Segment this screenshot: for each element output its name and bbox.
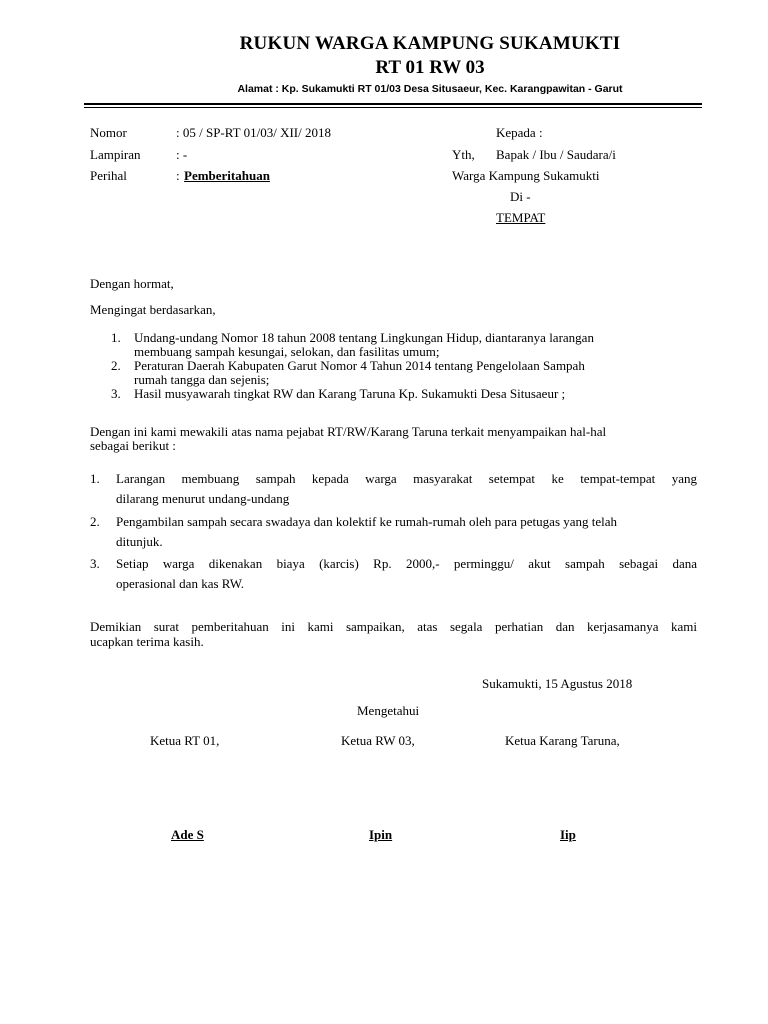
nomor-value: : 05 / SP-RT 01/03/ XII/ 2018 [176,125,331,140]
place-date: Sukamukti, 15 Agustus 2018 [482,676,633,691]
point-line: dilarang menurut undang-undang [116,491,290,506]
reference-line: Peraturan Daerah Kabupaten Garut Nomor 4 Tahun 2014 tentang Pengelolaan Sampah [134,358,585,373]
role-rt: Ketua RT 01, [150,733,220,748]
header-rule-thick [84,103,702,105]
recipient-di: Di - [510,189,531,204]
role-rw: Ketua RW 03, [341,733,415,748]
intro-line: Dengan ini kami mewakili atas nama pejabat RT/RW/Karang Taruna terkait menyampaikan hal-hal [90,424,607,439]
signature-name-rt: Ade S [171,827,204,842]
point-line: Larangan membuang sampah kepada warga masyarakat setempat ke tempat-tempat yang [116,471,697,486]
recipient-name: Bapak / Ibu / Saudara/i [496,147,616,162]
reference-num: 3. [111,386,121,401]
yth-label: Yth, [452,147,475,162]
reference-line: Undang-undang Nomor 18 tahun 2008 tentang Lingkungan Hidup, diantaranya larangan [134,330,594,345]
reference-line: Hasil musyawarah tingkat RW dan Karang Taruna Kp. Sukamukti Desa Situsaeur ; [134,386,566,401]
signature-name-rw: Ipin [369,827,393,842]
point-line: ditunjuk. [116,534,163,549]
recipient-group: Warga Kampung Sukamukti [452,168,600,183]
closing-line: ucapkan terima kasih. [90,634,204,649]
header-rule-thin [84,107,702,108]
reference-num: 1. [111,330,121,345]
role-karang-taruna: Ketua Karang Taruna, [505,733,620,748]
org-unit: RT 01 RW 03 [375,57,485,78]
signature-name-karang-taruna: Iip [560,827,576,842]
point-num: 3. [90,556,100,571]
perihal-colon: : [176,168,180,183]
point-line: Setiap warga dikenakan biaya (karcis) Rp. 2000,- perminggu/ akut sampah sebagai dana [116,556,697,571]
point-line: Pengambilan sampah secara swadaya dan kolektif ke rumah-rumah oleh para petugas yang telah [116,514,618,529]
lampiran-label: Lampiran [90,147,141,162]
recipient-tempat: TEMPAT [496,210,546,225]
point-line: operasional dan kas RW. [116,576,245,591]
closing-line: Demikian surat pemberitahuan ini kami sampaikan, atas segala perhatian dan kerjasamanya kami [90,619,697,634]
perihal-label: Perihal [90,168,127,183]
org-name: RUKUN WARGA KAMPUNG SUKAMUKTI [239,33,621,54]
considering: Mengingat berdasarkan, [90,302,216,317]
reference-line: rumah tangga dan sejenis; [134,372,270,387]
mengetahui-label: Mengetahui [357,703,420,718]
reference-num: 2. [111,358,121,373]
reference-line: membuang sampah kesungai, selokan, dan fasilitas umum; [134,344,440,359]
perihal-value: Pemberitahuan [184,168,270,183]
nomor-label: Nomor [90,125,127,140]
point-num: 1. [90,471,100,486]
kepada-label: Kepada : [496,125,543,140]
lampiran-value: : - [176,147,188,162]
greeting: Dengan hormat, [90,276,174,291]
org-address: Alamat : Kp. Sukamukti RT 01/03 Desa Situsaeur, Kec. Karangpawitan - Garut [237,83,623,95]
intro-line: sebagai berikut : [90,438,176,453]
point-num: 2. [90,514,100,529]
